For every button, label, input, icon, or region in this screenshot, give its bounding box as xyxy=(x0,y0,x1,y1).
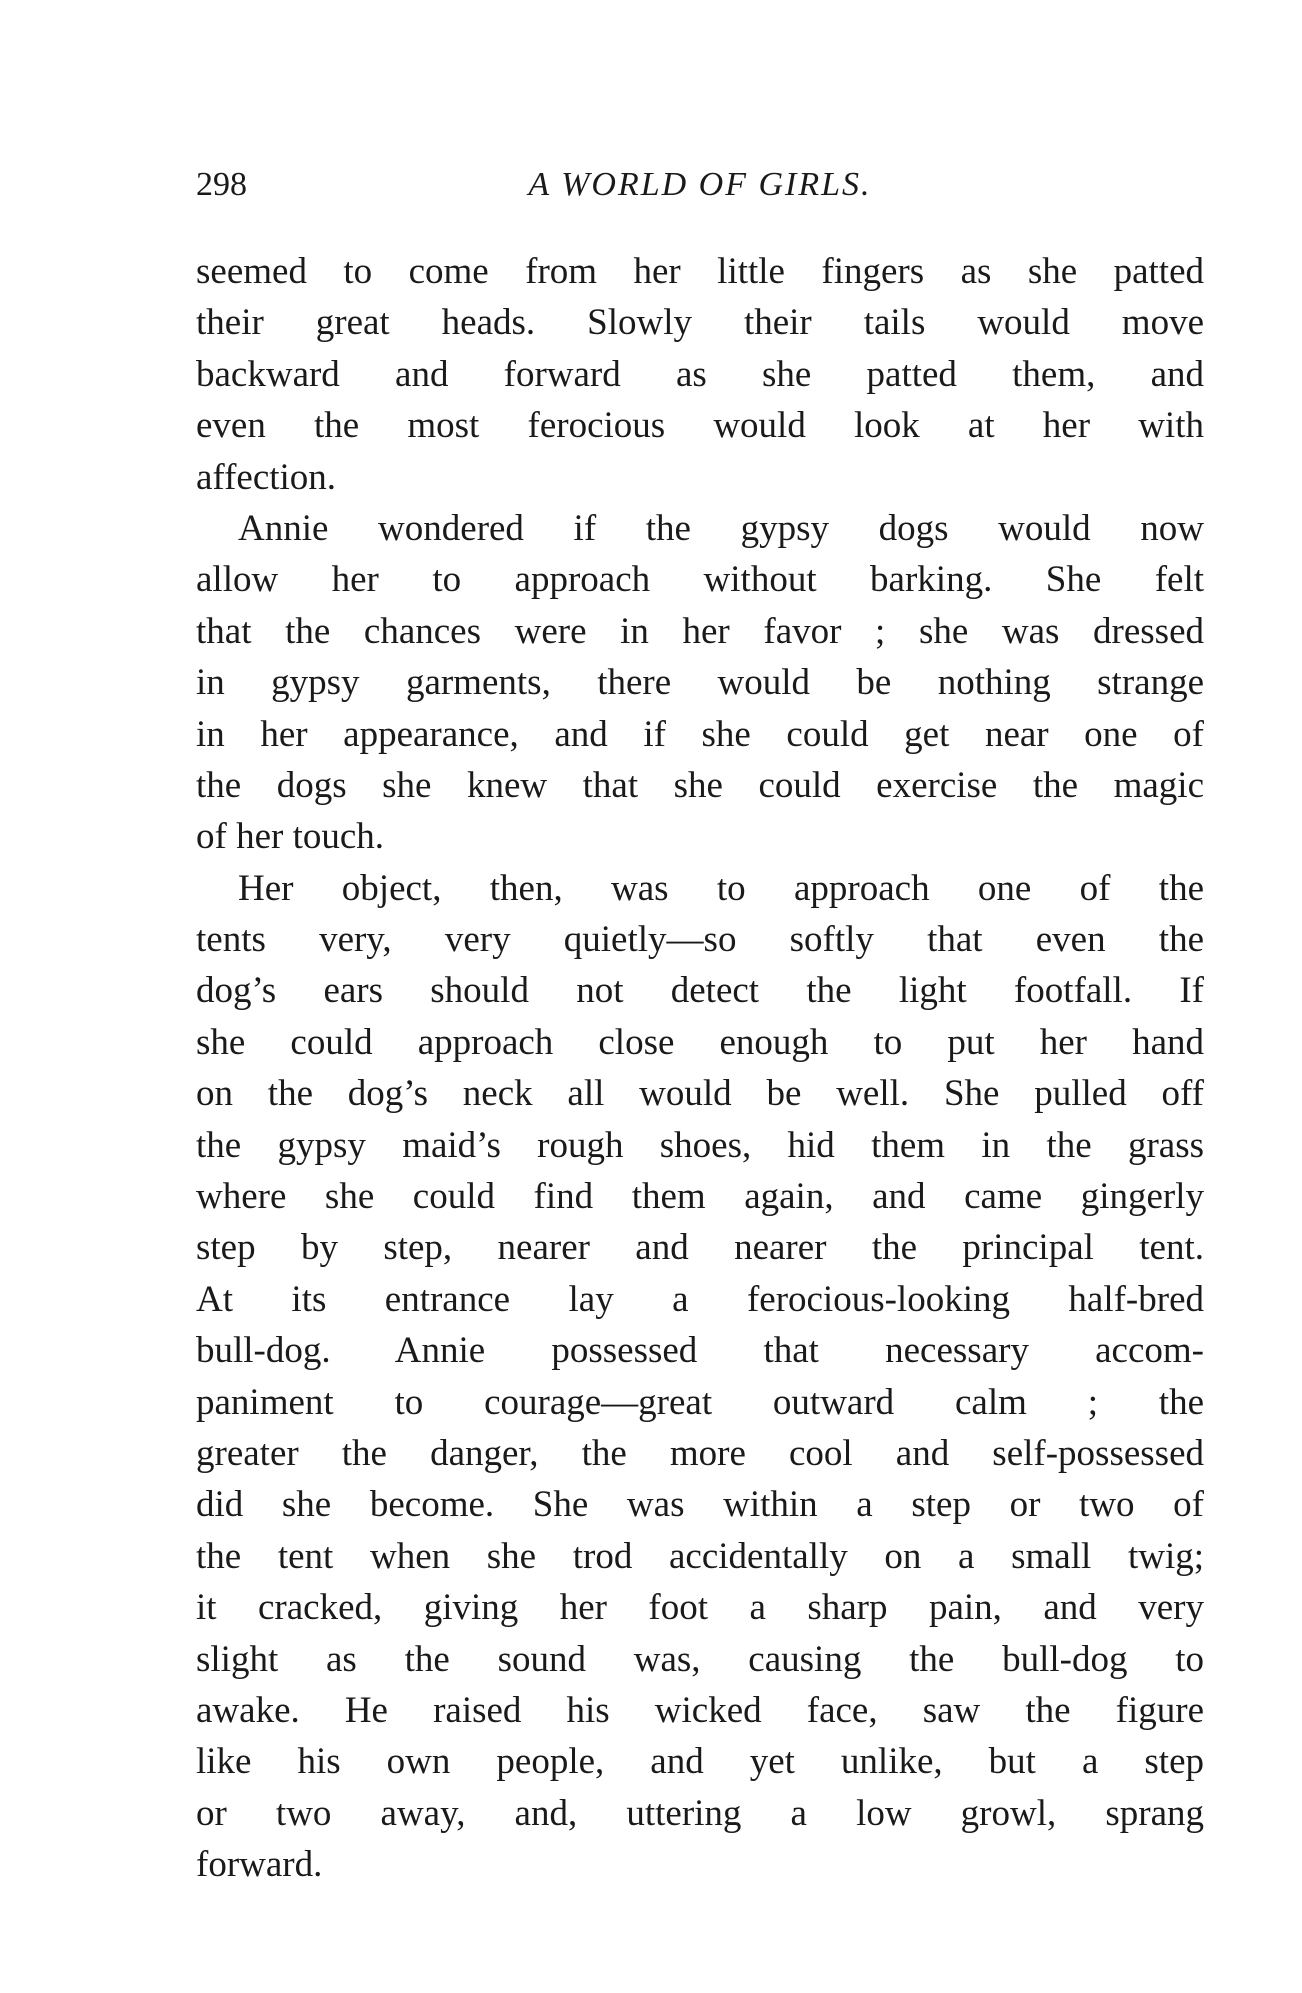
text-line: greater the danger, the more cool and self-possessed xyxy=(196,1432,1204,1474)
text-line: the gypsy maid’s rough shoes, hid them in the grass xyxy=(196,1124,1204,1166)
text-line: Her object, then, was to approach one of the xyxy=(238,867,1204,909)
text-line: backward and forward as she patted them, and xyxy=(196,353,1204,395)
text-line: forward. xyxy=(196,1844,323,1886)
text-line: even the most ferocious would look at her with xyxy=(196,405,1204,447)
text-line: awake. He raised his wicked face, saw the figure xyxy=(196,1689,1204,1731)
text-line: or two away, and, uttering a low growl, sprang xyxy=(196,1792,1204,1834)
text-line: paniment to courage—great outward calm ; the xyxy=(196,1381,1204,1423)
text-line: in her appearance, and if she could get near one of xyxy=(196,713,1204,755)
text-line: Annie wondered if the gypsy dogs would now xyxy=(238,507,1204,549)
text-line: seemed to come from her little fingers as she patted xyxy=(196,251,1204,292)
page-number: 298 xyxy=(196,166,247,203)
text-line: affection. xyxy=(196,456,337,498)
text-line: that the chances were in her favor ; she was dressed xyxy=(196,610,1204,652)
text-line: bull-dog. Annie possessed that necessary accom- xyxy=(196,1330,1204,1372)
text-line: dog’s ears should not detect the light footfall. If xyxy=(196,970,1204,1012)
running-title: A WORLD OF GIRLS. xyxy=(528,166,872,203)
text-line: At its entrance lay a ferocious-looking half-bred xyxy=(196,1278,1204,1320)
text-line: where she could find them again, and came gingerly xyxy=(196,1176,1204,1218)
page-body-text xyxy=(196,246,1204,1891)
text-line: slight as the sound was, causing the bull-dog to xyxy=(196,1638,1204,1680)
text-line: she could approach close enough to put her hand xyxy=(196,1021,1204,1063)
text-line: it cracked, giving her foot a sharp pain, and very xyxy=(196,1587,1204,1629)
text-line: on the dog’s neck all would be well. She pulled off xyxy=(196,1073,1204,1115)
page-header xyxy=(196,166,1204,216)
text-line: the dogs she knew that she could exercise the magic xyxy=(196,764,1204,806)
text-line: the tent when she trod accidentally on a small twig; xyxy=(196,1535,1204,1577)
text-line: in gypsy garments, there would be nothing strange xyxy=(196,662,1204,704)
text-line: step by step, nearer and nearer the principal tent. xyxy=(196,1227,1204,1269)
text-line: did she become. She was within a step or two of xyxy=(196,1484,1204,1526)
text-line: allow her to approach without barking. She felt xyxy=(196,559,1204,601)
text-line: their great heads. Slowly their tails would move xyxy=(196,302,1204,344)
text-line: tents very, very quietly—so softly that even the xyxy=(196,919,1204,961)
text-line: like his own people, and yet unlike, but a step xyxy=(196,1741,1204,1783)
text-line: of her touch. xyxy=(196,816,385,858)
